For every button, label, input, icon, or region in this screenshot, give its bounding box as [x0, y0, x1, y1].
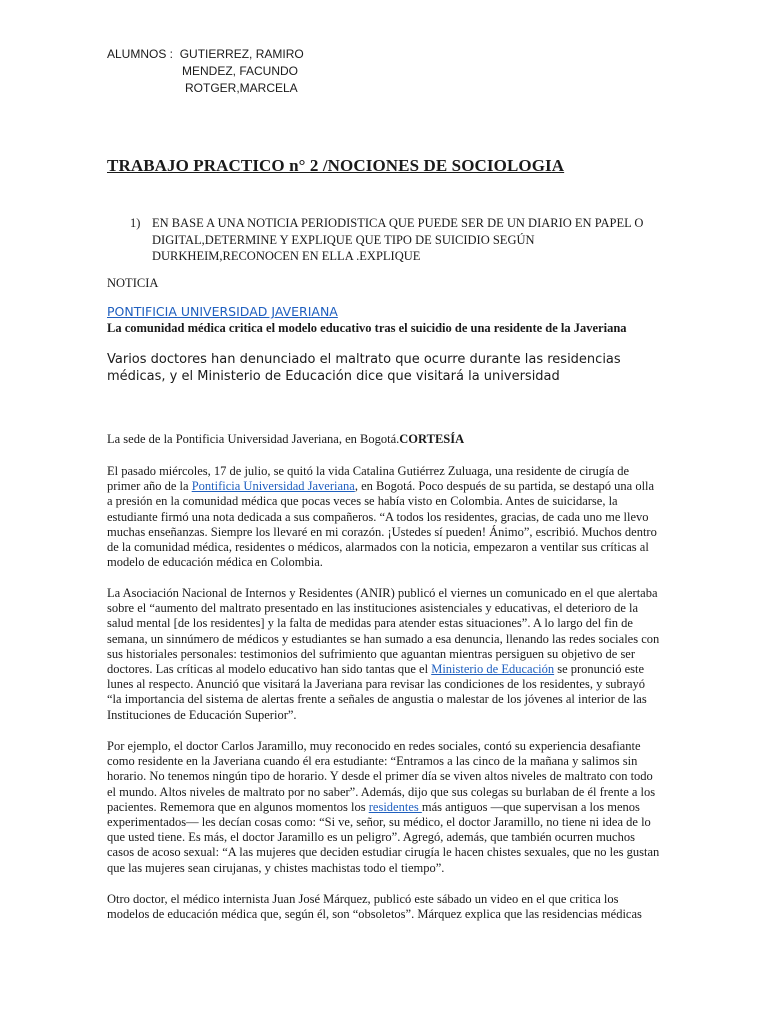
article-source-link[interactable] — [107, 304, 338, 319]
student-name: MENDEZ, FACUNDO — [182, 64, 299, 78]
student-name: ROTGER,MARCELA — [185, 81, 298, 95]
document-title: TRABAJO PRACTICO n° 2 /NOCIONES DE SOCIOLOGIA — [107, 156, 565, 175]
source-link[interactable]: PONTIFICIA UNIVERSIDAD JAVERIANA — [107, 304, 338, 319]
question-text: EN BASE A UNA NOTICIA PERIODISTICA QUE PUEDE SER DE UN DIARIO EN PAPEL O DIGITAL,DETERMINE Y EXPLIQUE QUE TIPO DE SUICIDIO SEGÚN DURKHEIM,RECONOCEN EN ELLA .EXPLIQUE — [152, 216, 644, 263]
article-paragraph — [107, 892, 662, 922]
student-name: GUTIERREZ, RAMIRO — [179, 47, 304, 61]
caption-text: La sede de la Pontificia Universidad Javeriana, en Bogotá. — [107, 432, 400, 446]
paragraph-text: Otro doctor, el médico internista Juan José Márquez, publicó este sábado un video en el que critica los modelos de educación médica que, según él, son “obsoletos”. Márquez explica que las residencias médicas — [107, 892, 642, 922]
residents-link[interactable]: residentes — [368, 799, 422, 814]
paragraph-text: , en Bogotá. Poco después de su partida, se destapó una olla a presión en la comunidad médica que pocas veces se había visto en Colombia. Antes de suicidarse, la estudiante firmó una nota dedicada a sus compañeros. “A todos los residentes, gracias, de cada uno me llevo muchas enseñanzas. Siempre los llevaré en mi corazón. ¡Ustedes sí pueden! Ánimo”, escribió. Muchos dentro de la comunidad médica, residentes o médicos, alarmados con la noticia, empezaron a ventilar sus críticas al modelo de educación médica en Colombia. — [107, 479, 657, 570]
article-subheadline: Varios doctores han denunciado el maltrato que ocurre durante las residencias médicas, y el Ministerio de Educación dice que visitará la universidad — [107, 352, 621, 384]
university-link[interactable]: Pontificia Universidad Javeriana — [191, 479, 355, 494]
photo-caption — [107, 432, 464, 447]
students-block — [107, 46, 304, 97]
article-paragraph — [107, 586, 662, 723]
article-paragraph — [107, 739, 662, 876]
paragraph-text: La Asociación Nacional de Internos y Residentes (ANIR) publicó el viernes un comunicado en el que alertaba sobre el “aumento del maltrato presentado en las instituciones asistenciales y educativas, el deterioro de la salud mental [de los residentes] y la falta de medidas para atender estas situaciones”. A lo largo del fin de semana, un sinnúmero de médicos y estudiantes se han sumado a esa denuncia, llenando las redes sociales con sus historiales personales: testimonios del sufrimiento que aguantan mientras persiguen su objetivo de ser doctores. Las críticas al modelo educativo han sido tantas que el — [107, 586, 660, 677]
question-number: 1) — [130, 216, 141, 230]
article-paragraph — [107, 464, 662, 570]
student-row-2 — [107, 63, 304, 80]
article-headline: La comunidad médica critica el modelo educativo tras el suicidio de una residente de la Javeriana — [107, 321, 627, 335]
paragraph-text: El pasado miércoles, 17 de julio, se quitó la vida Catalina Gutiérrez Zuluaga, una residente de cirugía de primer año de la — [107, 464, 630, 494]
student-row-1 — [107, 46, 304, 63]
ministry-link[interactable]: Ministerio de Educación — [431, 662, 555, 677]
noticia-label: NOTICIA — [107, 276, 159, 290]
student-row-3 — [107, 80, 304, 97]
paragraph-text: más antiguos —que supervisan a los menos experimentados— les decían cosas como: “Si ve, señor, su médico, el doctor Jaramillo, no tiene ni idea de lo que usted tiene. Es más, el doctor Jaramillo es un peligro”. Agregó, además, que también ocurren muchos casos de acoso sexual: “A las mujeres que deciden estudiar cirugía le hacen chistes sexuales, que no les gustan que las mujeres sean cirujanas, y chistes machistas todo el tiempo”. — [107, 799, 660, 875]
question-item — [130, 215, 670, 265]
caption-credit: CORTESÍA — [399, 432, 465, 446]
paragraph-text: se pronunció este lunes al respecto. Anunció que visitará la Javeriana para revisar las condiciones de los residentes, y subrayó “la importancia del sistema de alertas frente a señales de angustia o malestar de los jóvenes al interior de las Instituciones de Educación Superior”. — [107, 662, 647, 722]
paragraph-text: Por ejemplo, el doctor Carlos Jaramillo, muy reconocido en redes sociales, contó su experiencia desafiante como residente en la Javeriana cuando él era estudiante: “Entramos a las cinco de la mañana y salimos sin horario. No tenemos ningún tipo de horario. Y desde el primer día se viven altos niveles de maltrato con todo el mundo. Altos niveles de maltrato por no saber”. Además, dijo que sus colegas su burlaban de él frente a los pacientes. Rememora que en algunos momentos los — [107, 739, 656, 814]
students-label: ALUMNOS : — [107, 47, 174, 61]
